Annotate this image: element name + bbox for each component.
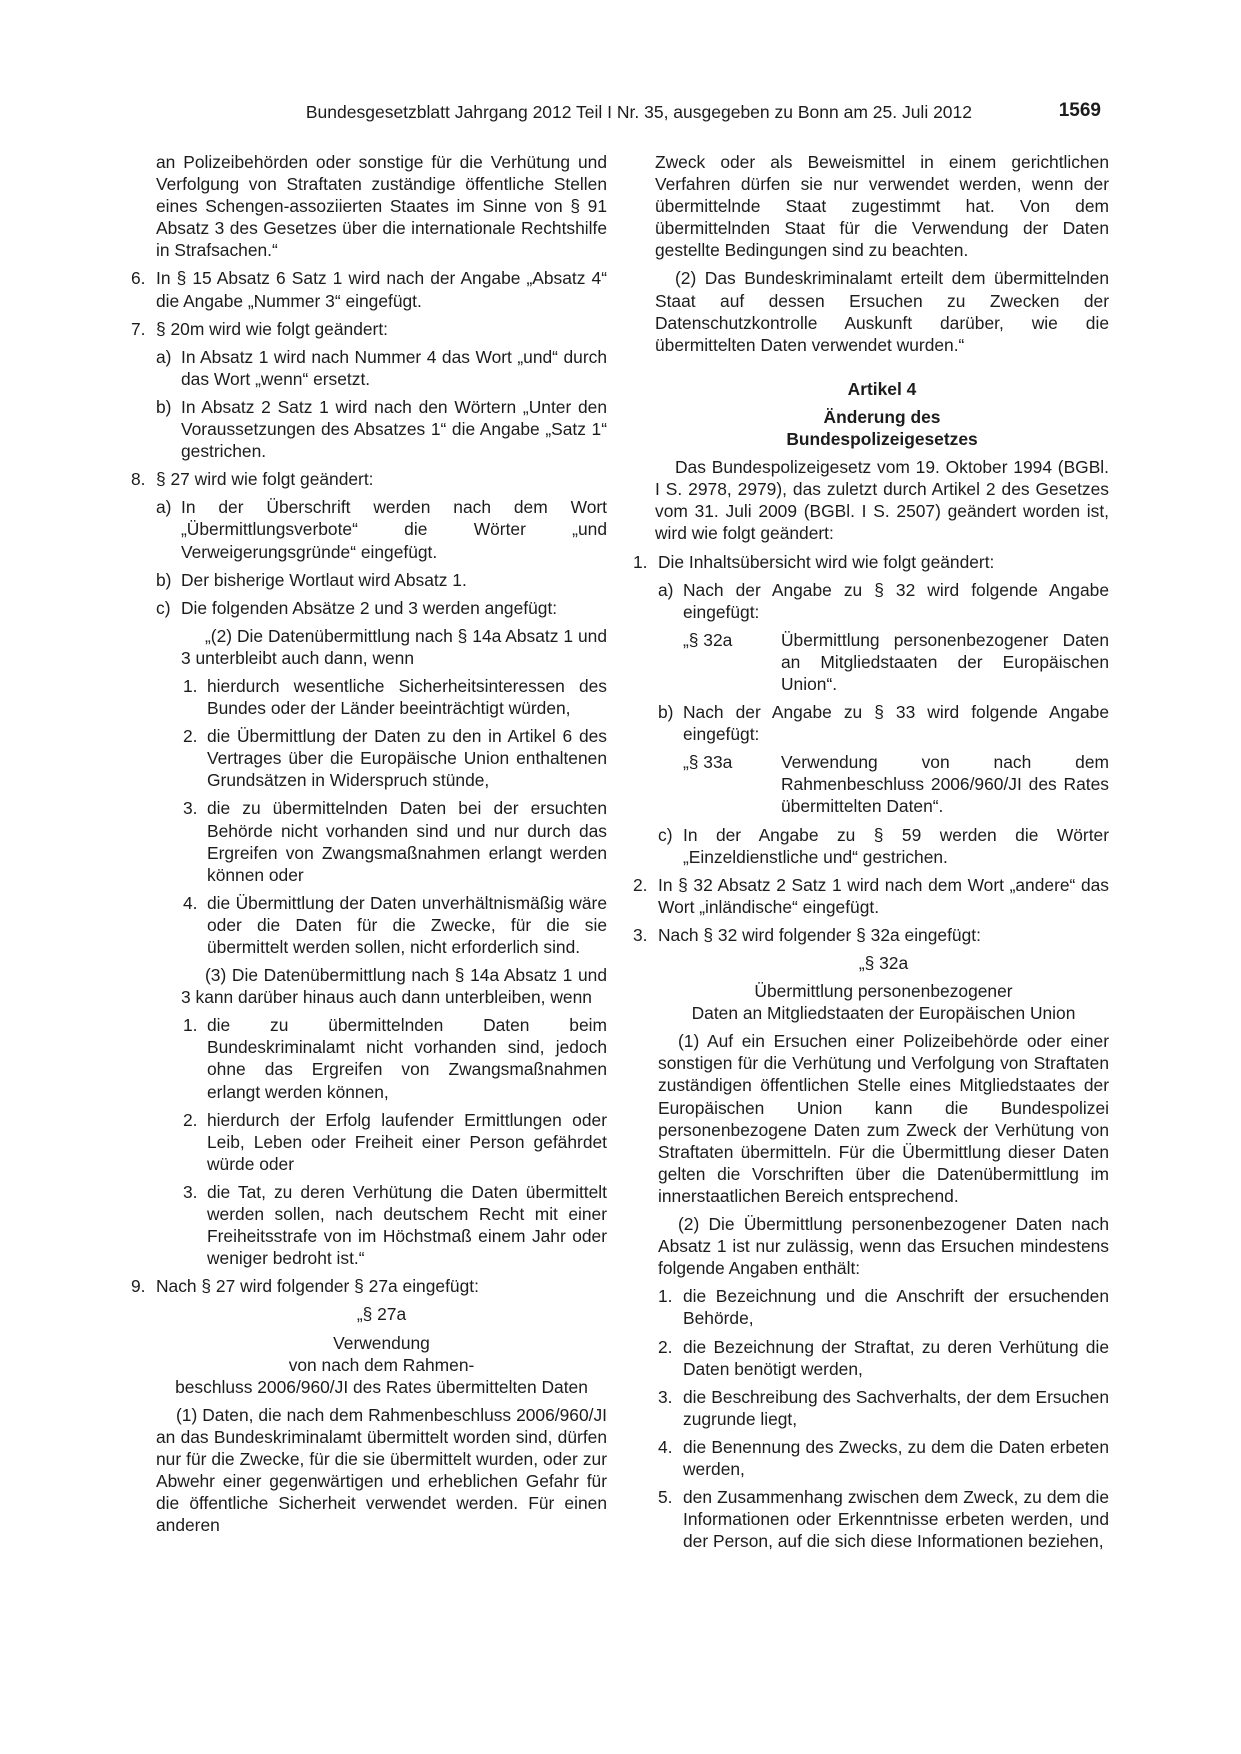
running-title: Bundesgesetzblatt Jahrgang 2012 Teil I Nr. 35, ausgegeben zu Bonn am 25. Juli 2012 <box>305 102 972 122</box>
item-number: 3. <box>183 798 198 819</box>
item-text: In Absatz 2 Satz 1 wird nach den Wörtern „Unter den Voraussetzungen des Absatzes 1“ die Angabe „Satz 1“ gestrichen. <box>181 396 607 462</box>
item-text: die Übermittlung der Daten unverhältnismäßig wäre oder die Daten für die Zwecke, für die sie übermittelt werden sollen, nicht erforderlich sind. <box>207 892 607 957</box>
item-text: hierdurch der Erfolg laufender Ermittlungen oder Leib, Leben oder Freiheit einer Person gefährdet würde oder <box>207 1109 607 1174</box>
section-32a-item-4 <box>633 1436 1109 1480</box>
item-number: 4. <box>183 892 198 913</box>
item-text: die Bezeichnung und die Anschrift der ersuchenden Behörde, <box>683 1286 1109 1329</box>
article-4-intro: Das Bundespolizeigesetz vom 19. Oktober 1994 (BGBl. I S. 2978, 2979), das zuletzt durch Artikel 2 des Gesetzes vom 31. Juli 2009 (BGBl. I S. 2507) geändert worden ist, wird wie folgt geändert: <box>655 457 1109 544</box>
item-text: Nach der Angabe zu § 33 wird folgende Angabe eingefügt: <box>683 702 1109 745</box>
page-number: 1569 <box>1058 100 1101 121</box>
section-32a-title: „§ 32a <box>858 953 909 973</box>
item-text: In § 32 Absatz 2 Satz 1 wird nach dem Wort „andere“ das Wort „inländische“ eingefügt. <box>658 874 1109 917</box>
item-letter: c) <box>658 824 673 845</box>
item-text: hierdurch wesentliche Sicherheitsinteressen des Bundes oder der Länder beeinträchtigt würden, <box>207 675 607 719</box>
absatz-3-item-2 <box>131 1109 607 1175</box>
section-32a-item-2 <box>633 1336 1109 1380</box>
section-27a-paragraph-2: (2) Das Bundeskriminalamt erteilt dem übermittelnden Staat auf dessen Ersuchen zu Zwecken der Datenschutzkontrolle Auskunft darüber, wie die übermittelten Daten verwendet wurden.“ <box>655 268 1109 355</box>
toc-number: „§ 32a <box>683 629 733 650</box>
section-27a-paragraph-1-continued: Zweck oder als Beweismittel in einem gerichtlichen Verfahren dürfen sie nur verwendet werden, wenn der übermittelnde Staat zugestimmt hat. Von dem übermittelnden Staat für die Verwendung der Daten gestellte Bedingungen sind zu beachten. <box>655 152 1109 261</box>
absatz-3-intro: (3) Die Datenübermittlung nach § 14a Absatz 1 und 3 kann darüber hinaus auch dann unterbleiben, wenn <box>181 965 607 1008</box>
item-number: 1. <box>183 675 198 696</box>
section-32a-heading-2: Daten an Mitgliedstaaten der Europäischen Union <box>691 1003 1076 1024</box>
section-32a-paragraph-2: (2) Die Übermittlung personenbezogener Daten nach Absatz 1 ist nur zulässig, wenn das Ersuchen mindestens folgende Angaben enthält: <box>658 1214 1109 1279</box>
section-32a-paragraph-1: (1) Auf ein Ersuchen einer Polizeibehörde oder einer sonstigen für die Verhütung und Verfolgung von Straftaten zuständigen öffentlichen Stelle eines Mitgliedstaates der Europäischen Union kann die Bundespolizei personenbezogene Daten zum Zweck der Verhütung von Straftaten übermitteln. Für die Übermittlung dieser Daten gelten die Vorschriften über die Datenübermittlung im innerstaatlichen Bereich entsprechend. <box>658 1031 1109 1206</box>
item-number: 1. <box>633 551 648 572</box>
item-text: In der Angabe zu § 59 werden die Wörter „Einzeldienstliche und“ gestrichen. <box>683 824 1109 867</box>
article-4-title: Artikel 4 <box>847 378 917 399</box>
item-letter: a) <box>658 579 674 600</box>
section-27a-heading-3: beschluss 2006/960/JI des Rates übermittelten Daten <box>175 1376 588 1397</box>
item-text: die Bezeichnung der Straftat, zu deren Verhütung die Daten benötigt werden, <box>683 1336 1109 1379</box>
toc-number: „§ 33a <box>683 752 733 773</box>
article-4-heading-1: Änderung des <box>823 406 941 427</box>
list-item-8a <box>131 496 607 562</box>
toc-text: Verwendung von nach dem Rahmenbeschluss 2006/960/JI des Rates übermittelten Daten“. <box>781 752 1109 817</box>
item-text: die Tat, zu deren Verhütung die Daten übermittelt werden sollen, nach deutschem Recht mit einer Freiheitsstrafe von im Höchstmaß einem Jahr oder weniger bedroht ist.“ <box>207 1181 607 1269</box>
article-4-item-1 <box>633 551 1109 573</box>
item-letter: b) <box>156 569 172 590</box>
item-number: 1. <box>183 1015 198 1036</box>
list-item-6 <box>131 267 607 311</box>
item-text: § 20m wird wie folgt geändert: <box>156 318 388 339</box>
item-text: die zu übermittelnden Daten beim Bundeskriminalamt nicht vorhanden sind, jedoch ohne das Ergreifen von Zwangsmaßnahmen erlangt werden können, <box>207 1015 607 1102</box>
item-text: In § 15 Absatz 6 Satz 1 wird nach der Angabe „Absatz 4“ die Angabe „Nummer 3“ eingefügt. <box>156 268 607 311</box>
page-header <box>0 0 1241 140</box>
item-letter: c) <box>156 597 171 618</box>
item-text: den Zusammenhang zwischen dem Zweck, zu dem die Informationen oder Erkenntnisse erbeten werden, und der Person, auf die sich diese Informationen beziehen, <box>683 1487 1109 1552</box>
section-27a-heading-2: von nach dem Rahmen- <box>288 1354 475 1375</box>
item-text: Die folgenden Absätze 2 und 3 werden angefügt: <box>181 597 558 618</box>
right-column <box>633 151 1109 1552</box>
item-number: 2. <box>183 1109 198 1130</box>
intro-paragraph: an Polizeibehörden oder sonstige für die Verhütung und Verfolgung von Straftaten zuständige öffentliche Stellen eines Schengen-assoziierten Staates im Sinne von § 91 Absatz 3 des Gesetzes über die internationale Rechtshilfe in Strafsachen.“ <box>156 152 607 261</box>
item-text: Der bisherige Wortlaut wird Absatz 1. <box>181 569 467 590</box>
item-text: die Beschreibung des Sachverhalts, der dem Ersuchen zugrunde liegt, <box>683 1386 1109 1429</box>
item-number: 5. <box>658 1487 673 1508</box>
item-text: die Benennung des Zwecks, zu dem die Daten erbeten werden, <box>683 1436 1109 1479</box>
absatz-2-item-1 <box>131 675 607 719</box>
absatz-2-intro: „(2) Die Datenübermittlung nach § 14a Absatz 1 und 3 unterbleibt auch dann, wenn <box>181 625 607 668</box>
item-number: 3. <box>633 924 648 945</box>
section-27a-title: „§ 27a <box>356 1304 407 1325</box>
item-number: 7. <box>131 318 146 339</box>
section-32a-item-5 <box>633 1486 1109 1552</box>
article-4-heading-2: Bundespolizeigesetzes <box>786 429 978 450</box>
item-number: 2. <box>633 874 648 895</box>
section-27a-paragraph-1: (1) Daten, die nach dem Rahmenbeschluss 2006/960/JI an das Bundeskriminalamt übermittelt worden sind, dürfen nur für die Zwecke, für die sie übermittelt wurden, oder zur Abwehr einer gegenwärtigen und erheblichen Gefahr für die öffentliche Sicherheit verwendet werden. Für einen anderen <box>156 1404 607 1536</box>
toc-entry-32a <box>633 629 1109 695</box>
item-text: Die Inhaltsübersicht wird wie folgt geändert: <box>658 551 995 572</box>
section-32a-item-1 <box>633 1285 1109 1329</box>
item-letter: b) <box>156 396 172 417</box>
item-text: die Übermittlung der Daten zu den in Artikel 6 des Vertrages über die Europäische Union enthaltenen Grundsätzen in Widerspruch stünde, <box>207 726 607 791</box>
list-item-8b <box>131 569 607 591</box>
left-column <box>131 151 607 1536</box>
list-item-8 <box>131 468 607 490</box>
section-32a-item-3 <box>633 1386 1109 1430</box>
item-number: 3. <box>658 1386 673 1407</box>
item-text: In der Überschrift werden nach dem Wort „Übermittlungsverbote“ die Wörter „und Verweigerungsgründe“ eingefügt. <box>181 497 607 562</box>
item-text: die zu übermittelnden Daten bei der ersuchten Behörde nicht vorhanden sind und nur durch das Ergreifen von Zwangsmaßnahmen erlangt werden können oder <box>207 798 607 885</box>
absatz-2-item-2 <box>131 725 607 791</box>
list-item-7 <box>131 318 607 340</box>
toc-text: Übermittlung personenbezogener Daten an Mitgliedstaaten der Europäischen Union“. <box>781 629 1109 694</box>
item-number: 1. <box>658 1286 673 1307</box>
article-4-item-1c <box>633 824 1109 868</box>
toc-entry-33a <box>633 751 1109 817</box>
item-letter: b) <box>658 702 674 723</box>
item-letter: a) <box>156 346 172 367</box>
item-number: 2. <box>658 1336 673 1357</box>
article-4-item-1b <box>633 701 1109 745</box>
item-number: 4. <box>658 1436 673 1457</box>
list-item-9 <box>131 1275 607 1297</box>
item-text: Nach der Angabe zu § 32 wird folgende Angabe eingefügt: <box>683 579 1109 622</box>
list-item-7b <box>131 396 607 462</box>
item-number: 9. <box>131 1276 146 1297</box>
item-number: 6. <box>131 268 146 289</box>
item-number: 8. <box>131 469 146 490</box>
item-text: § 27 wird wie folgt geändert: <box>156 469 374 490</box>
item-number: 3. <box>183 1181 198 1202</box>
section-32a-heading-1: Übermittlung personenbezogener <box>754 981 1013 1002</box>
item-text: Nach § 27 wird folgender § 27a eingefügt: <box>156 1276 479 1297</box>
article-4-item-2 <box>633 874 1109 918</box>
item-text: Nach § 32 wird folgender § 32a eingefügt: <box>658 924 981 945</box>
section-27a-heading-1: Verwendung <box>333 1332 430 1353</box>
article-4-item-1a <box>633 579 1109 623</box>
item-text: In Absatz 1 wird nach Nummer 4 das Wort „und“ durch das Wort „wenn“ ersetzt. <box>181 346 607 389</box>
item-letter: a) <box>156 497 172 518</box>
absatz-3-item-3 <box>131 1181 607 1269</box>
article-4-item-3 <box>633 924 1109 946</box>
absatz-3-item-1 <box>131 1014 607 1102</box>
list-item-7a <box>131 346 607 390</box>
absatz-2-item-3 <box>131 797 607 885</box>
item-number: 2. <box>183 726 198 747</box>
list-item-8c <box>131 597 607 619</box>
absatz-2-item-4 <box>131 892 607 958</box>
